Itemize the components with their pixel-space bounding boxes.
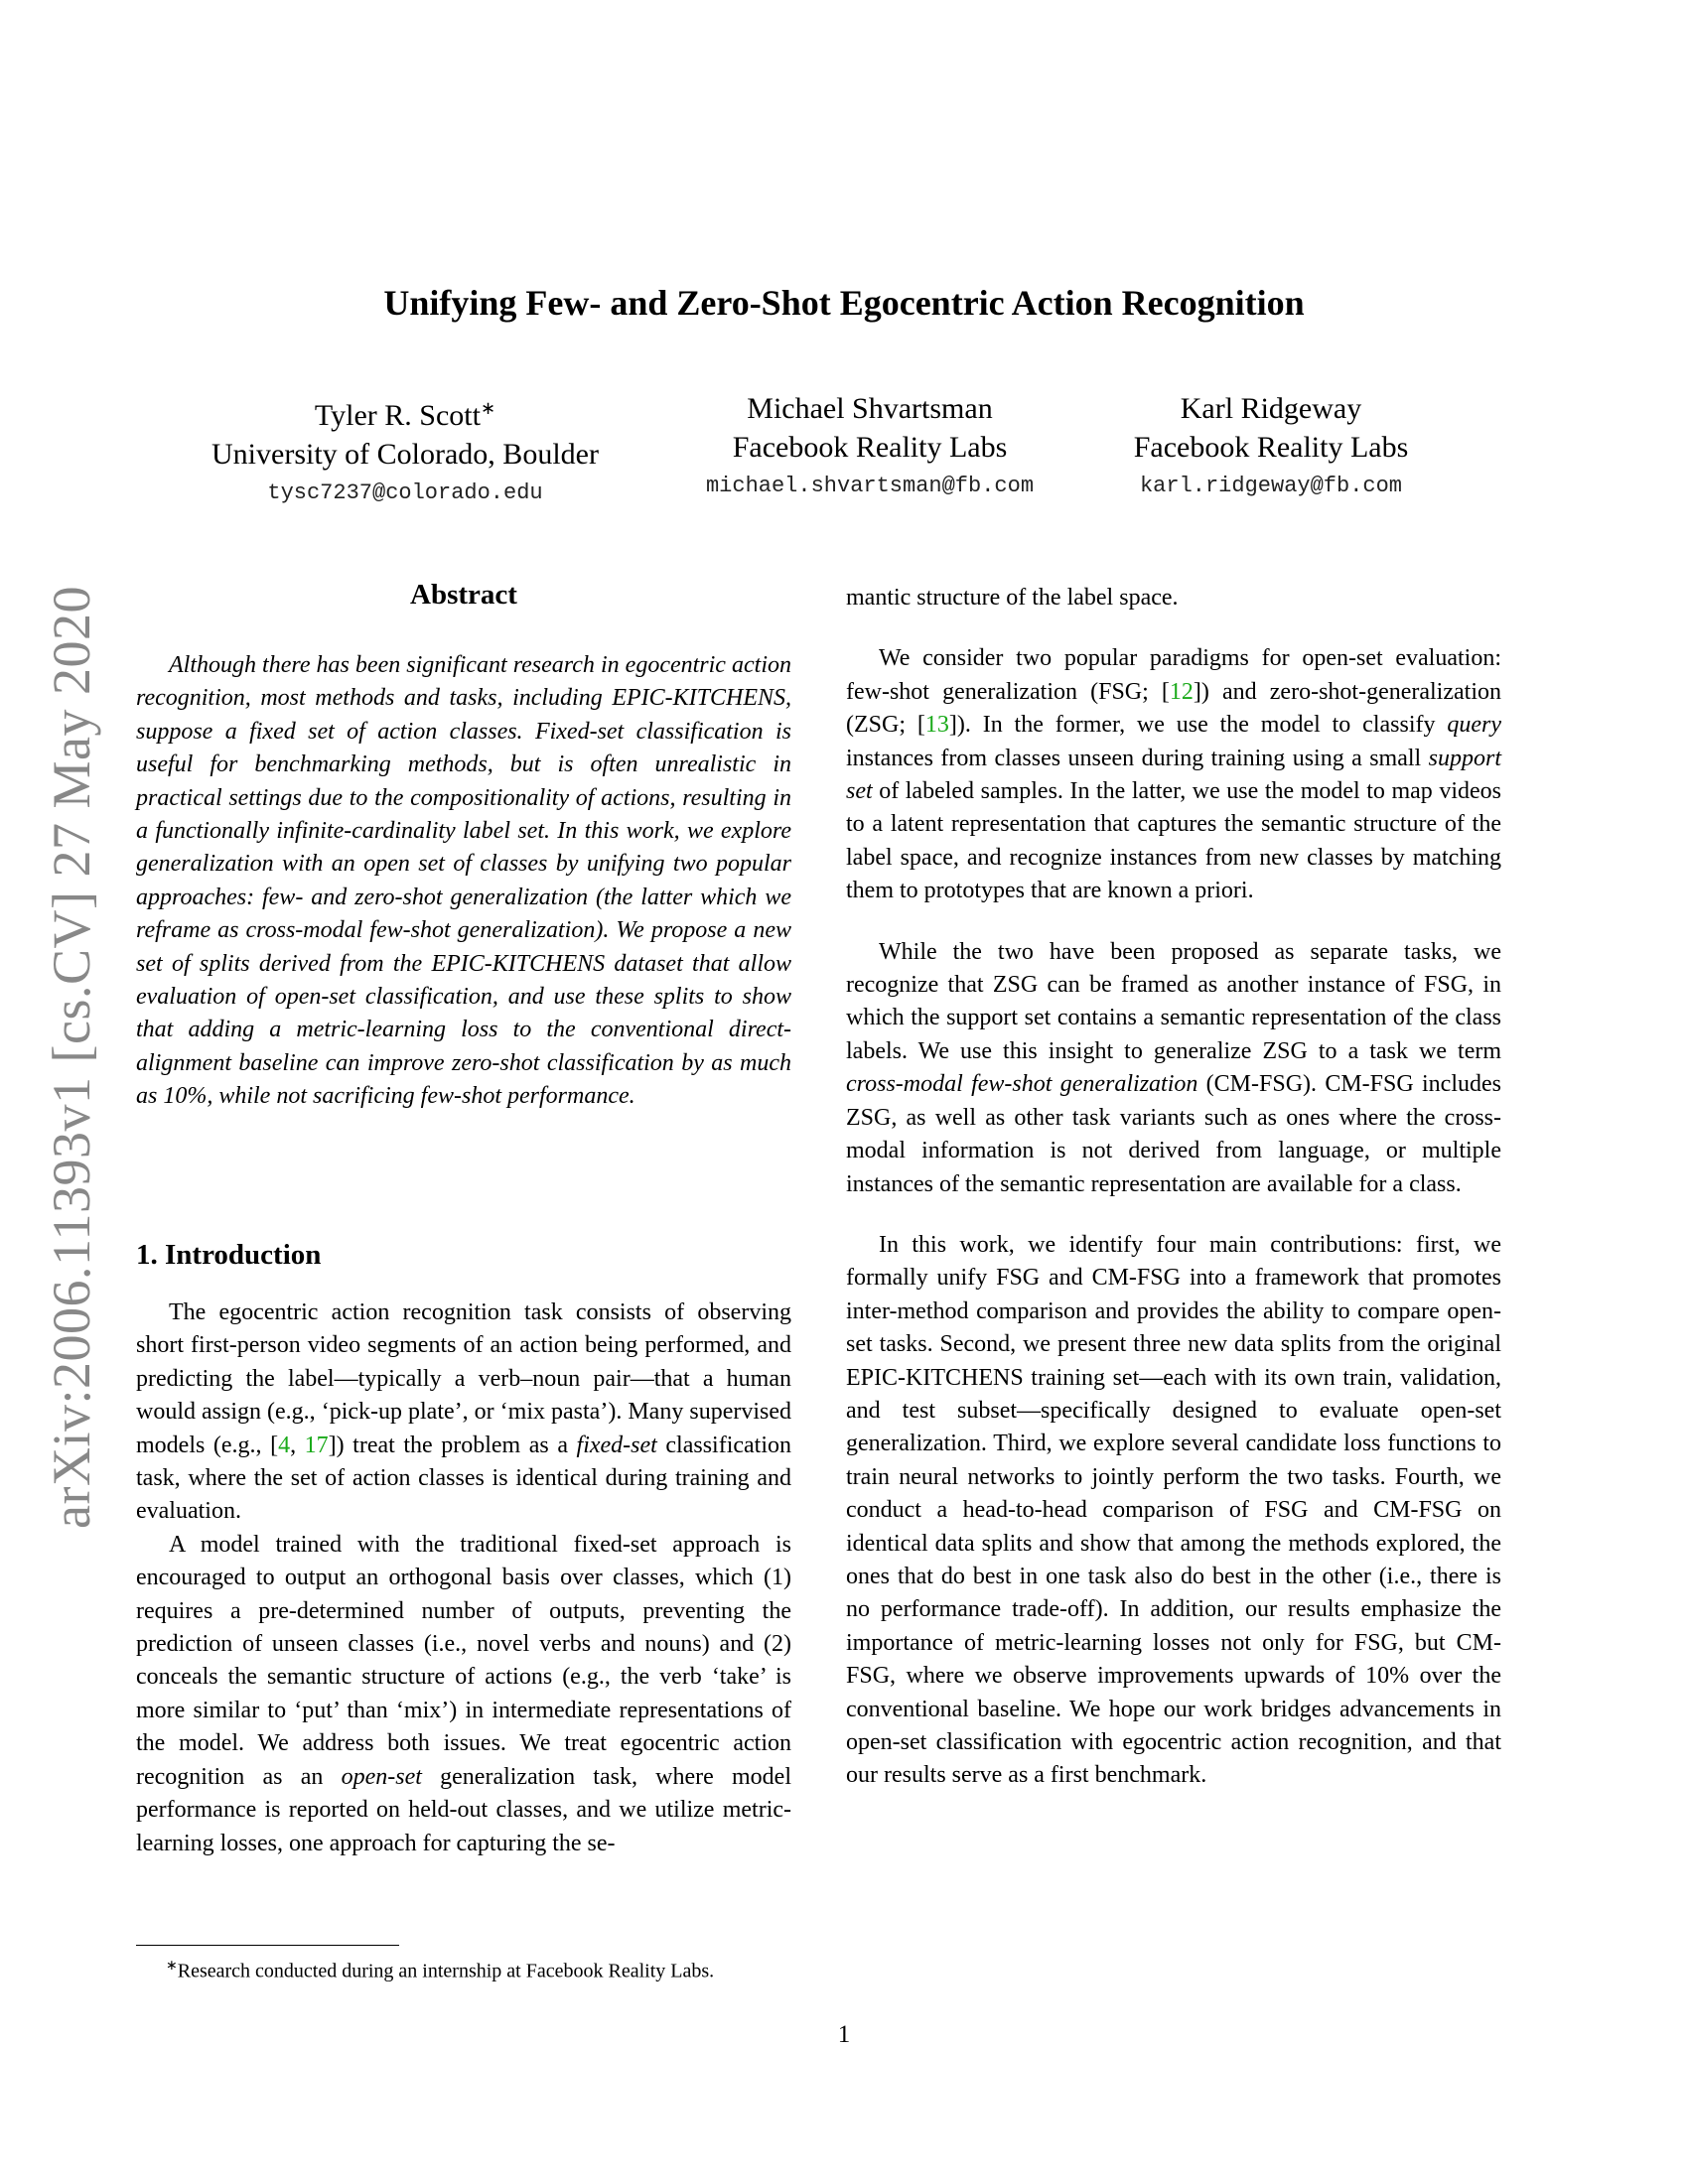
intro-paragraph-4: While the two have been proposed as separate tasks, we recognize that ZSG can be framed as another instance of FSG, in which the support set contains a semantic representation of the class labels. We use this insight to generalize ZSG to a task we term cross-modal few-shot generalization (CM-FSG). CM-FSG includes ZSG, as well as other task variants such as ones where the cross-modal information is not derived from language, or multiple instances of the semantic representation are available for a class. — [846, 938, 1501, 1197]
author-affiliation: Facebook Reality Labs — [732, 431, 1008, 464]
section-heading-introduction: 1. Introduction — [136, 1239, 322, 1271]
footnote-rule — [136, 1945, 399, 1946]
citation-link[interactable]: 4 — [278, 1432, 291, 1458]
citation-link[interactable]: 12 — [1169, 678, 1194, 705]
abstract-text: Although there has been significant research in egocentric action recognition, most methods and tasks, including EPIC-KITCHENS, suppose a fixed set of action classes. Fixed-set classification is useful for benchmarking methods, but is often unrealistic in practical settings due to the compositionality of actions, resulting in a functionally infinite-cardinality label set. In this work, we explore generalization with an open set of classes by unifying two popular approaches: few- and zero-shot generalization (the latter which we reframe as cross-modal few-shot generalization). We propose a new set of splits derived from the EPIC-KITCHENS dataset that allow evaluation of open-set classification, and use these splits to show that adding a metric-learning loss to the conventional direct-alignment baseline can improve zero-shot classification by as much as 10%, while not sacrificing few-shot performance. — [136, 652, 791, 1110]
intro-paragraph-2: A model trained with the traditional fixed-set approach is encouraged to output an orthogonal basis over classes, which (1) requires a pre-determined number of outputs, preventing the prediction of unseen classes (i.e., novel verbs and nouns) and (2) conceals the semantic structure of actions (e.g., the verb ‘take’ is more similar to ‘put’ than ‘mix’) in intermediate representations of the model. We address both issues. We treat egocentric action recognition as an open-set generalization task, where model performance is reported on held-out classes, and we utilize metric-learning losses, one approach for capturing the se- — [136, 1531, 791, 1856]
author-name: Karl Ridgeway — [1180, 392, 1362, 425]
author-block-3 — [1033, 389, 1509, 506]
author-footnote-mark: ∗ — [480, 398, 496, 418]
author-block-1 — [167, 389, 643, 513]
intro-paragraph-2-continued: mantic structure of the label space. — [846, 585, 1179, 611]
arxiv-stamp: arXiv:2006.11393v1 [cs.CV] 27 May 2020 — [42, 586, 101, 1529]
paper-title: Unifying Few- and Zero-Shot Egocentric Action Recognition — [383, 283, 1305, 323]
footnote: ∗Research conducted during an internship at Facebook Reality Labs. — [166, 1959, 715, 1982]
author-email[interactable]: michael.shvartsman@fb.com — [705, 474, 1035, 498]
author-name: Tyler R. Scott — [314, 399, 481, 432]
citation-link[interactable]: 17 — [304, 1432, 329, 1458]
intro-paragraph-5: In this work, we identify four main contributions: first, we formally unify FSG and CM-FSG into a framework that promotes inter-method comparison and provides the ability to compare open-set tasks. Second, we present three new data splits from the original EPIC-KITCHENS training set—each with its own train, validation, and test subset—specifically designed to evaluate open-set generalization. Third, we explore several candidate loss functions to train neural networks to jointly perform the two tasks. Fourth, we conduct a head-to-head comparison of FSG and CM-FSG on identical data splits and show that among the methods explored, the ones that do best in one task also do best in the other (i.e., there is no performance trade-off). In addition, our results emphasize the importance of metric-learning losses not only for FSG, but CM-FSG, where we observe improvements upwards of 10% over the conventional baseline. We hope our work bridges advancements in open-set classification with egocentric action recognition, and that our results serve as a first benchmark. — [846, 1231, 1501, 1789]
intro-column-left — [136, 1297, 791, 1860]
intro-paragraph-1: The egocentric action recognition task consists of observing short first-person video segments of an action being performed, and predicting the label—typically a verb–noun pair—that a human would assign (e.g., ‘pick-up plate’, or ‘mix pasta’). Many supervised models (e.g., [4, 17]) treat the problem as a fixed-set classification task, where the set of action classes is identical during training and evaluation. — [136, 1299, 792, 1525]
abstract-heading: Abstract — [410, 579, 517, 611]
author-email[interactable]: karl.ridgeway@fb.com — [1139, 474, 1403, 498]
author-affiliation: University of Colorado, Boulder — [211, 438, 599, 471]
author-name: Michael Shvartsman — [747, 392, 993, 425]
author-email[interactable]: tysc7237@colorado.edu — [267, 480, 543, 505]
citation-link[interactable]: 13 — [924, 712, 949, 739]
page-number: 1 — [837, 2021, 851, 2048]
author-affiliation: Facebook Reality Labs — [1133, 431, 1409, 464]
intro-paragraph-3: We consider two popular paradigms for open-set evaluation: few-shot generalization (FSG; [12]) and zero-shot-generalization (ZSG; [13]). In the former, we use the model to classify query instances from classes unseen during training using a small support set of labeled samples. In the latter, we use the model to map videos to a latent representation that captures the semantic structure of the label space, and recognize instances from new classes by matching them to prototypes that are known a priori. — [846, 645, 1501, 904]
intro-column-right — [846, 582, 1501, 1793]
